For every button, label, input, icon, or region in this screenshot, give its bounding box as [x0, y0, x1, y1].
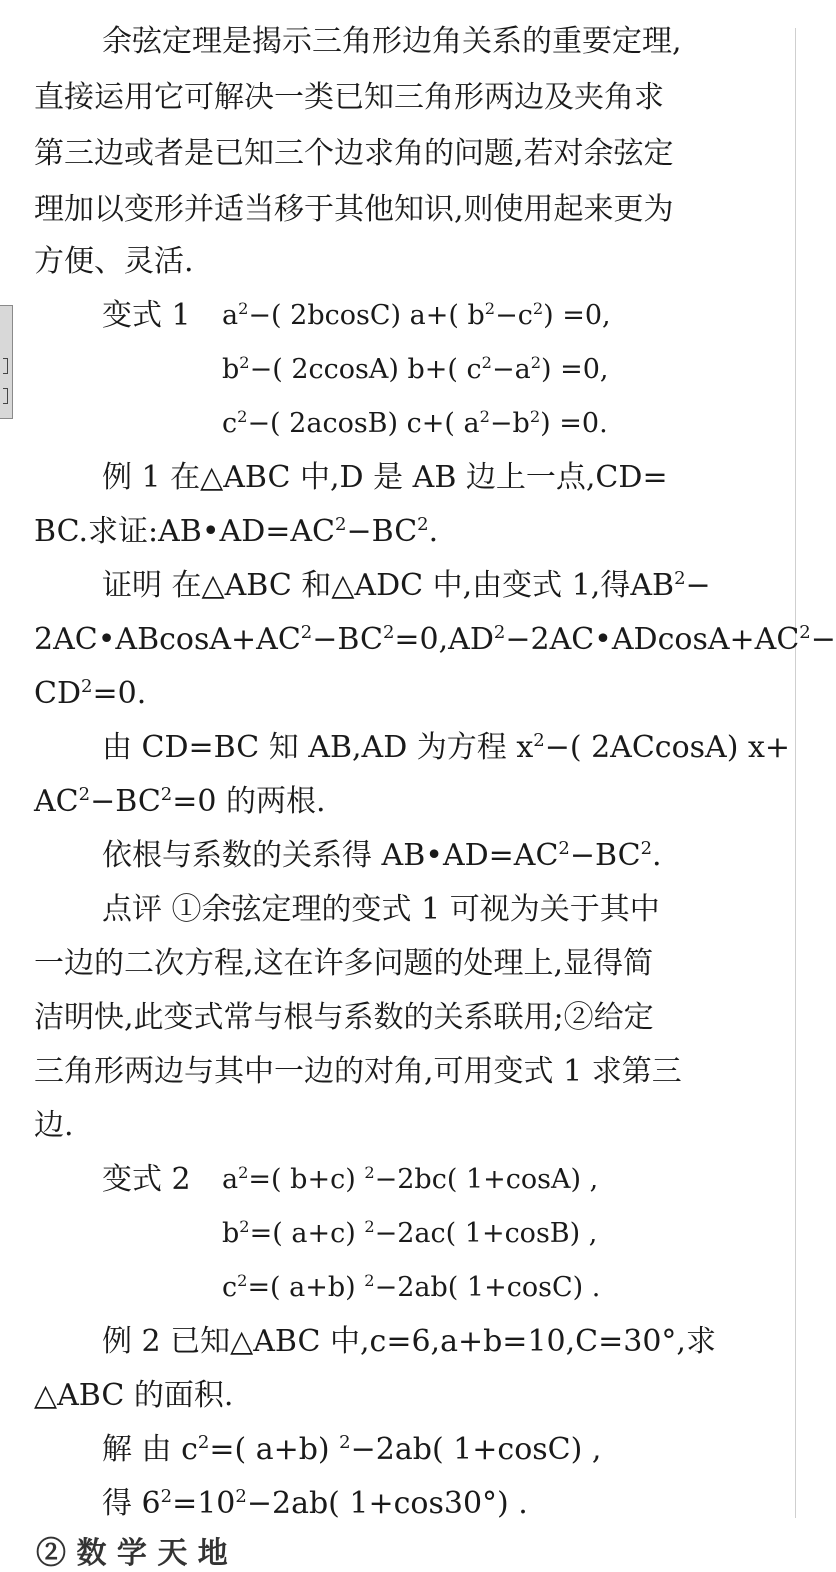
formula-line: $b^2-$( 2ccosA) b+( $c^2-a^2) =0$,: [222, 353, 609, 385]
para-line: [34, 70, 664, 126]
right-column-rule: [795, 28, 796, 1518]
formula-line: $c^2-$( 2acosB) c+( $a^2-b^2) =0$.: [222, 407, 608, 439]
text: 三角形两边与其中一边的对角,可用变式 1 求第三: [34, 1054, 682, 1089]
tab-mark-bottom: [3, 388, 8, 404]
text: 直接运用它可解决一类已知三角形两边及夹角求: [34, 80, 664, 115]
formula-line: $a^2-$( 2bcosC) a+( $b^2-c^2) =0$,: [222, 299, 611, 331]
formula-line: $c^2=$( a+b) $^2$−2ab( 1+cosC) .: [222, 1271, 601, 1303]
text: 余弦定理是揭示三角形边角关系的重要定理,: [102, 24, 682, 59]
comment-line: [34, 1098, 74, 1154]
text: 方便、灵活.: [34, 244, 194, 279]
footer-section-title: ② 数 学 天 地: [36, 1536, 228, 1571]
proof-line: 由 CD=BC 知 AB,AD 为方程 $x^2-$( 2ACcosA) x+: [102, 730, 791, 765]
text: 例 1 在△ABC 中,D 是 AB 边上一点,CD=: [102, 460, 668, 495]
text: 变式 2: [102, 1162, 191, 1197]
variant2-label: [102, 1152, 191, 1208]
para-line: [102, 14, 682, 70]
comment-line: [102, 882, 660, 938]
example2-line: [34, 1368, 233, 1424]
example1-line: BC.求证$:AB•AD=AC^2-BC^2$.: [34, 514, 439, 549]
comment-line: [34, 936, 653, 992]
proof-line: $2AC•ABcosA+AC^2-BC^2=0,AD^2-2AC•ADcosA+AC^2-$: [34, 622, 836, 657]
variant1-label: [102, 288, 191, 344]
text: △ABC 的面积.: [34, 1378, 234, 1413]
para-line: [34, 126, 674, 182]
para-line: [34, 182, 674, 238]
text: 例 2 已知△ABC 中,c=6,a+b=10,C=30°,求: [102, 1324, 716, 1359]
proof-line: $AC^2-BC^2=0$ 的两根.: [34, 784, 326, 819]
solution-line: 解 由 $c^2=$( a+b) $^2$−2ab( 1+cosC) ,: [102, 1432, 602, 1467]
example1-line: [102, 450, 668, 506]
text: 点评 ①余弦定理的变式 1 可视为关于其中: [102, 892, 660, 927]
solution-line: 得 $6^2=10^2-2ab$( 1+cos30°) .: [102, 1486, 528, 1521]
tab-mark-top: [3, 358, 8, 374]
proof-line: 证明 在△ABC 和△ADC 中,由变式 1,得$AB^2-$: [102, 568, 711, 603]
text: 洁明快,此变式常与根与系数的关系联用;②给定: [34, 1000, 654, 1035]
text: 边.: [34, 1108, 74, 1143]
formula-line: $b^2=$( a+c) $^2$−2ac( 1+cosB) ,: [222, 1217, 598, 1249]
comment-line: [34, 1044, 682, 1100]
para-line: [34, 234, 194, 290]
proof-line: $CD^2=0$.: [34, 676, 147, 711]
comment-line: [34, 990, 654, 1046]
formula-line: $a^2=$( b+c) $^2$−2bc( 1+cosA) ,: [222, 1163, 599, 1195]
example2-line: [102, 1314, 716, 1370]
page-edge-tab: [0, 305, 13, 419]
text: 一边的二次方程,这在许多问题的处理上,显得简: [34, 946, 654, 981]
text: 变式 1: [102, 298, 191, 333]
text: 第三边或者是已知三个边求角的问题,若对余弦定: [34, 136, 674, 171]
text: 理加以变形并适当移于其他知识,则使用起来更为: [34, 192, 674, 227]
proof-line: 依根与系数的关系得 $AB•AD=AC^2-BC^2$.: [102, 838, 662, 873]
